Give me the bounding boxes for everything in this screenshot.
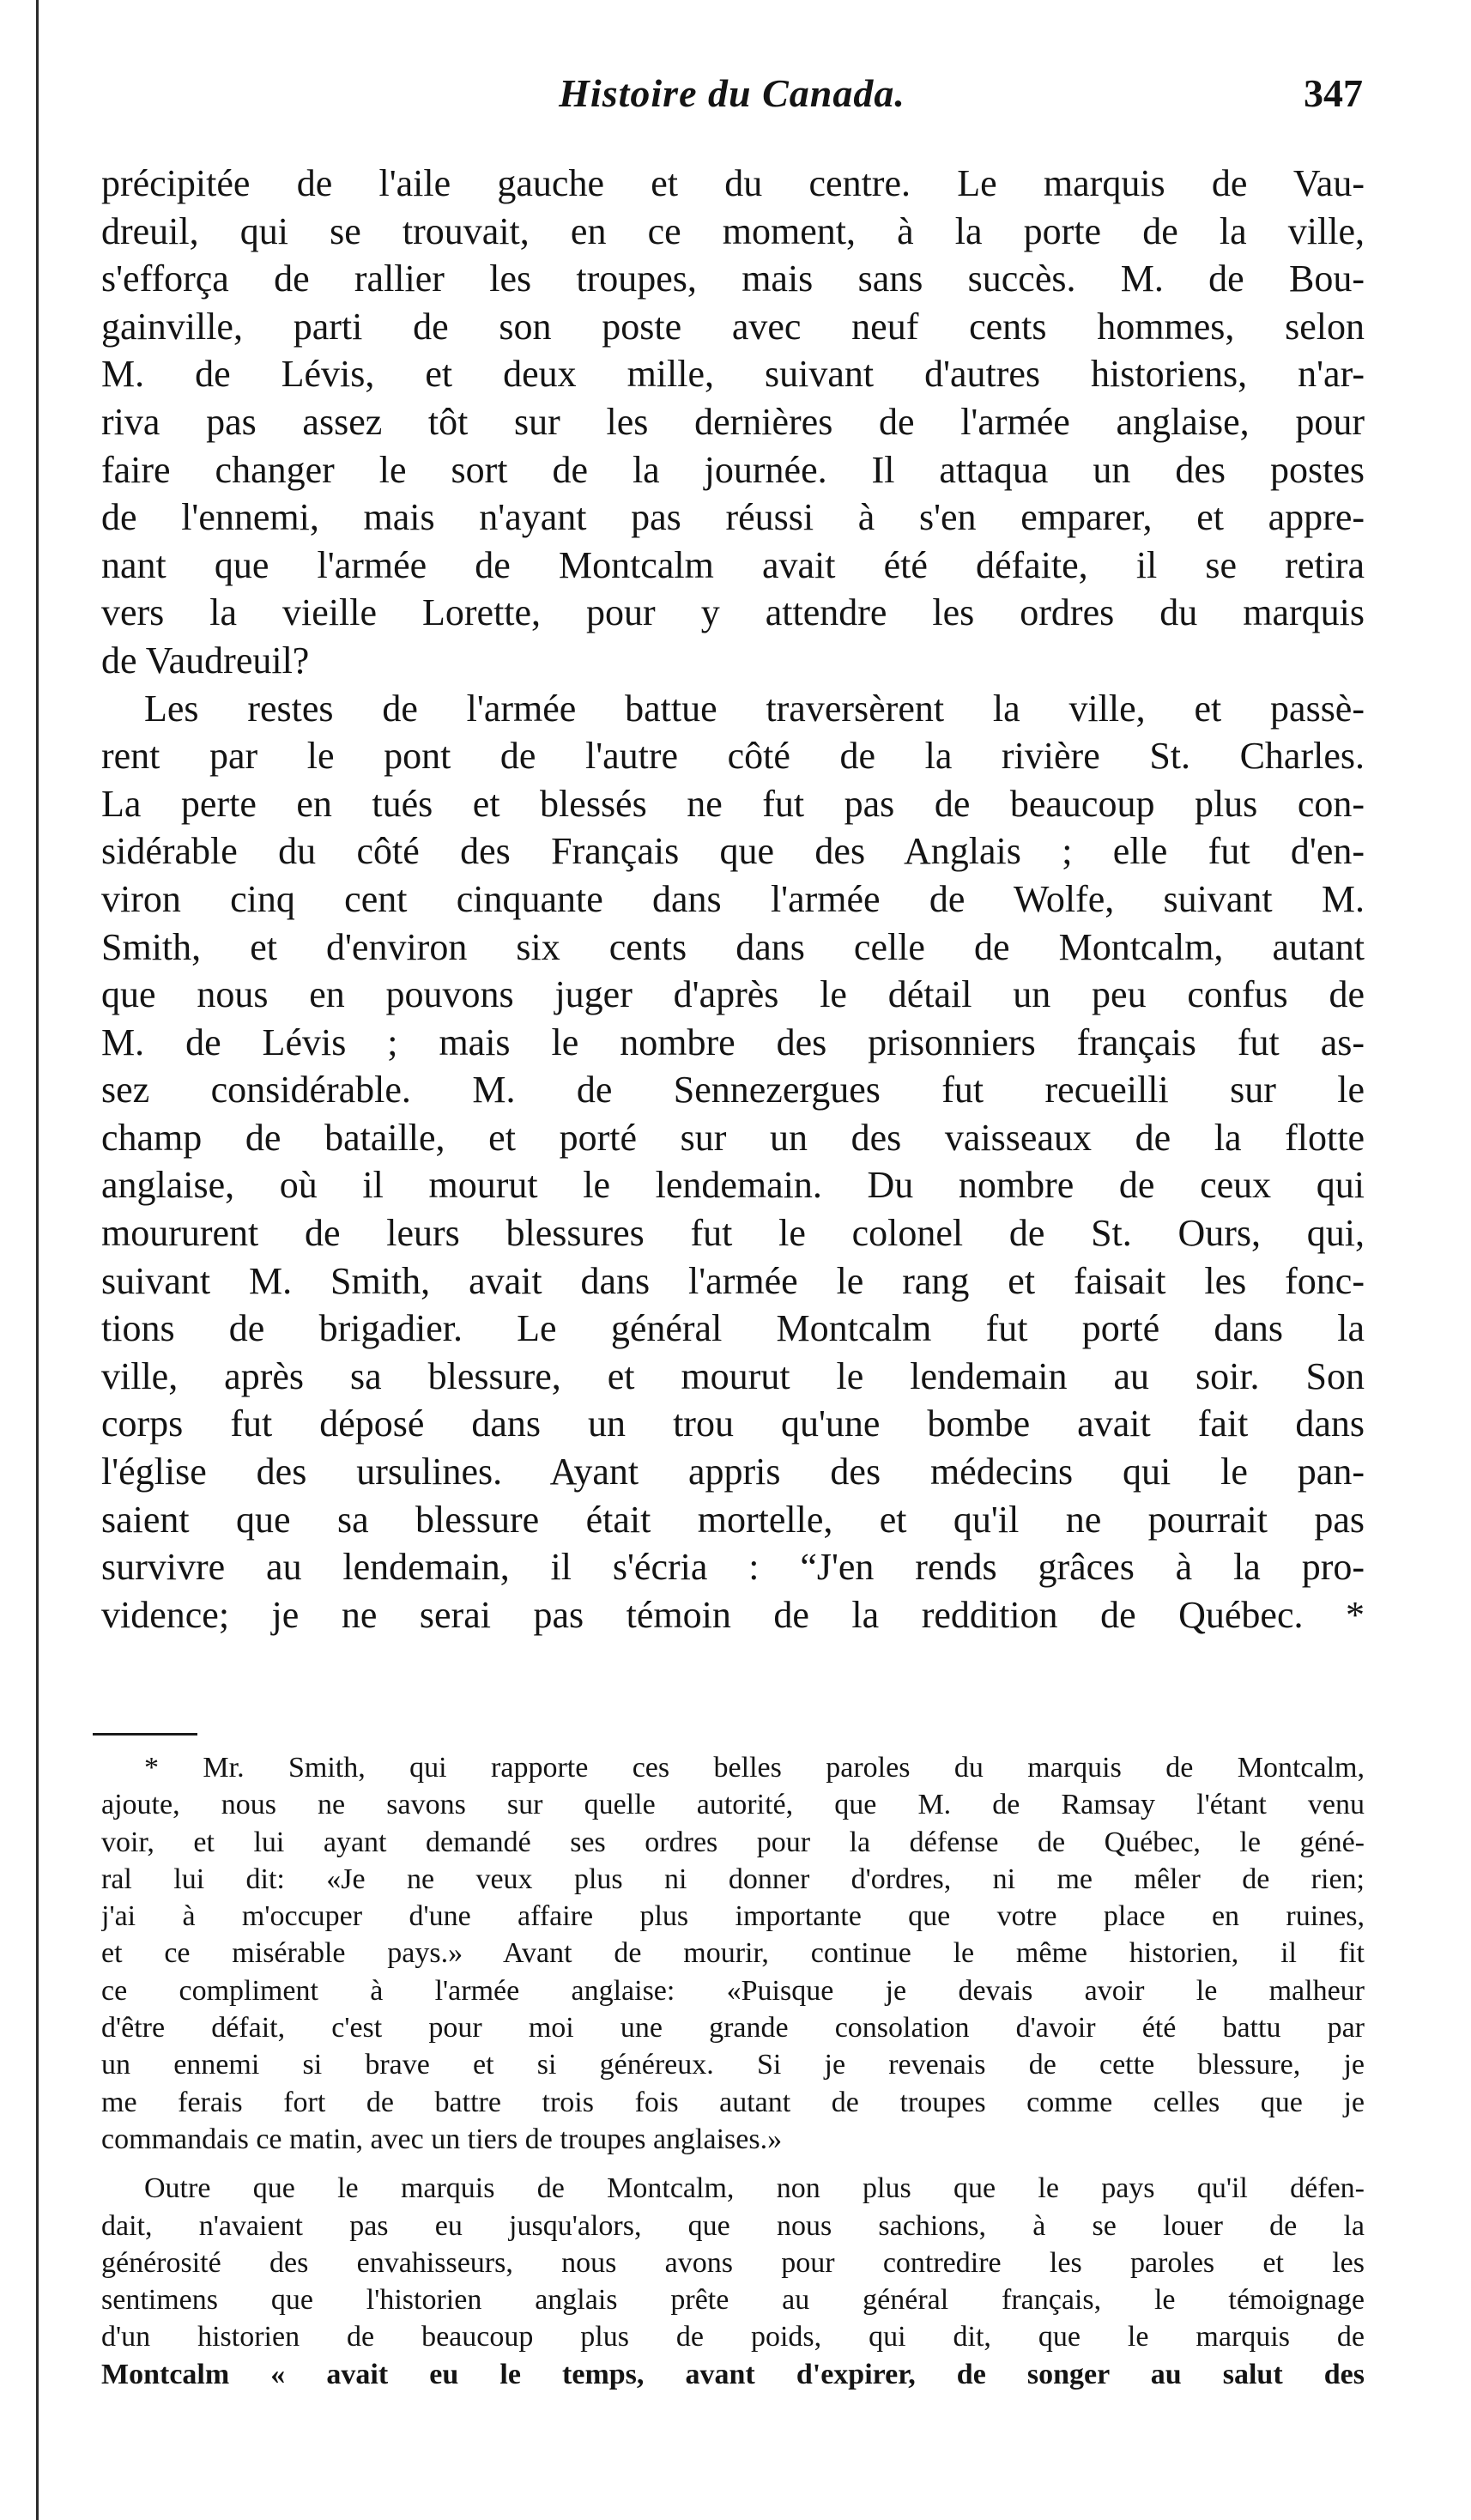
running-head <box>101 70 1363 132</box>
footnote-line: ce compliment à l'armée anglaise: «Puisque je devais avoir le malheur <box>101 1974 1365 2007</box>
footnote-line: ral lui dit: «Je ne veux plus ni donner d'ordres, ni me mêler de rien; <box>101 1863 1365 1895</box>
text-line: rent par le pont de l'autre côté de la rivière St. Charles. <box>101 735 1365 778</box>
text-line: ville, après sa blessure, et mourut le lendemain au soir. Son <box>101 1354 1365 1397</box>
text-line: M. de Lévis, et deux mille, suivant d'autres historiens, n'ar- <box>101 353 1365 396</box>
footnote-rule <box>93 1733 197 1736</box>
main-text <box>101 160 1365 1639</box>
text-line: l'église des ursulines. Ayant appris des médecins qui le pan- <box>101 1451 1365 1493</box>
text-line: viron cinq cent cinquante dans l'armée de Wolfe, suivant M. <box>101 877 1365 920</box>
text-line: dreuil, qui se trouvait, en ce moment, à la porte de la ville, <box>101 209 1365 252</box>
footnote-line: me ferais fort de battre trois fois autant de troupes comme celles que je <box>101 2086 1365 2118</box>
text-line: Les restes de l'armée battue traversèrent la ville, et passè- <box>144 687 1365 730</box>
text-line: sez considérable. M. de Sennezergues fut recueilli sur le <box>101 1069 1365 1112</box>
footnote-line: dait, n'avaient pas eu jusqu'alors, que nous sachions, à se louer de la <box>101 2209 1365 2242</box>
text-line: vidence; je ne serai pas témoin de la reddition de Québec. * <box>101 1593 1365 1636</box>
text-line: champ de bataille, et porté sur un des vaisseaux de la flotte <box>101 1116 1365 1159</box>
text-line: corps fut déposé dans un trou qu'une bombe avait fait dans <box>101 1402 1365 1445</box>
footnote-line: commandais ce matin, avec un tiers de troupes anglaises.» <box>101 2123 783 2155</box>
text-line: survivre au lendemain, il s'écria : “J'en rends grâces à la pro- <box>101 1546 1365 1589</box>
text-line: saient que sa blessure était mortelle, et qu'il ne pourrait pas <box>101 1498 1365 1541</box>
text-line: précipitée de l'aile gauche et du centre. Le marquis de Vau- <box>101 162 1365 204</box>
text-line: vers la vieille Lorette, pour y attendre les ordres du marquis <box>101 591 1365 634</box>
text-line: tions de brigadier. Le général Montcalm fut porté dans la <box>101 1307 1365 1350</box>
footnote-line: d'être défait, c'est pour moi une grande consolation d'avoir été battu par <box>101 2012 1365 2044</box>
footnote-line: voir, et lui ayant demandé ses ordres pour la défense de Québec, le géné- <box>101 1826 1365 1858</box>
text-line: de Vaudreuil? <box>101 639 310 681</box>
text-line: faire changer le sort de la journée. Il attaqua un des postes <box>101 448 1365 491</box>
text-line: La perte en tués et blessés ne fut pas de beaucoup plus con- <box>101 782 1365 825</box>
text-line: nant que l'armée de Montcalm avait été défaite, il se retira <box>101 543 1365 586</box>
text-line: riva pas assez tôt sur les dernières de l'armée anglaise, pour <box>101 400 1365 443</box>
footnote-line: j'ai à m'occuper d'une affaire plus importante que votre place en ruines, <box>101 1900 1365 1933</box>
footnote-line: sentimens que l'historien anglais prête au général français, le témoignage <box>101 2284 1365 2317</box>
text-line: s'efforça de rallier les troupes, mais sans succès. M. de Bou- <box>101 257 1365 300</box>
footnote-line: générosité des envahisseurs, nous avons pour contredire les paroles et les <box>101 2246 1365 2279</box>
footnote-line: d'un historien de beaucoup plus de poids, qui dit, que le marquis de <box>101 2321 1365 2353</box>
text-line: de l'ennemi, mais n'ayant pas réussi à s'en emparer, et appre- <box>101 496 1365 539</box>
text-line: moururent de leurs blessures fut le colonel de St. Ours, qui, <box>101 1212 1365 1255</box>
text-line: Smith, et d'environ six cents dans celle de Montcalm, autant <box>101 925 1365 968</box>
footnote-line: Montcalm « avait eu le temps, avant d'expirer, de songer au salut des <box>101 2358 1365 2390</box>
page-number: 347 <box>1304 71 1363 115</box>
text-line: sidérable du côté des Français que des Anglais ; elle fut d'en- <box>101 830 1365 873</box>
page-edge-rule <box>36 0 39 2520</box>
running-title: Histoire du Canada. <box>559 71 905 115</box>
footnote-line: et ce misérable pays.» Avant de mourir, continue le même historien, il fit <box>101 1937 1365 1970</box>
footnote-line: Outre que le marquis de Montcalm, non plus que le pays qu'il défen- <box>144 2172 1365 2205</box>
text-line: que nous en pouvons juger d'après le détail un peu confus de <box>101 973 1365 1016</box>
footnote-line: ajoute, nous ne savons sur quelle autorité, que M. de Ramsay l'étant venu <box>101 1789 1365 1821</box>
footnotes <box>101 1749 1365 2393</box>
text-line: anglaise, où il mourut le lendemain. Du nombre de ceux qui <box>101 1164 1365 1207</box>
text-line: M. de Lévis ; mais le nombre des prisonniers français fut as- <box>101 1021 1365 1063</box>
footnote-line: * Mr. Smith, qui rapporte ces belles paroles du marquis de Montcalm, <box>144 1752 1365 1784</box>
text-line: gainville, parti de son poste avec neuf cents hommes, selon <box>101 305 1365 348</box>
footnote-line: un ennemi si brave et si généreux. Si je revenais de cette blessure, je <box>101 2049 1365 2081</box>
text-line: suivant M. Smith, avait dans l'armée le rang et faisait les fonc- <box>101 1259 1365 1302</box>
